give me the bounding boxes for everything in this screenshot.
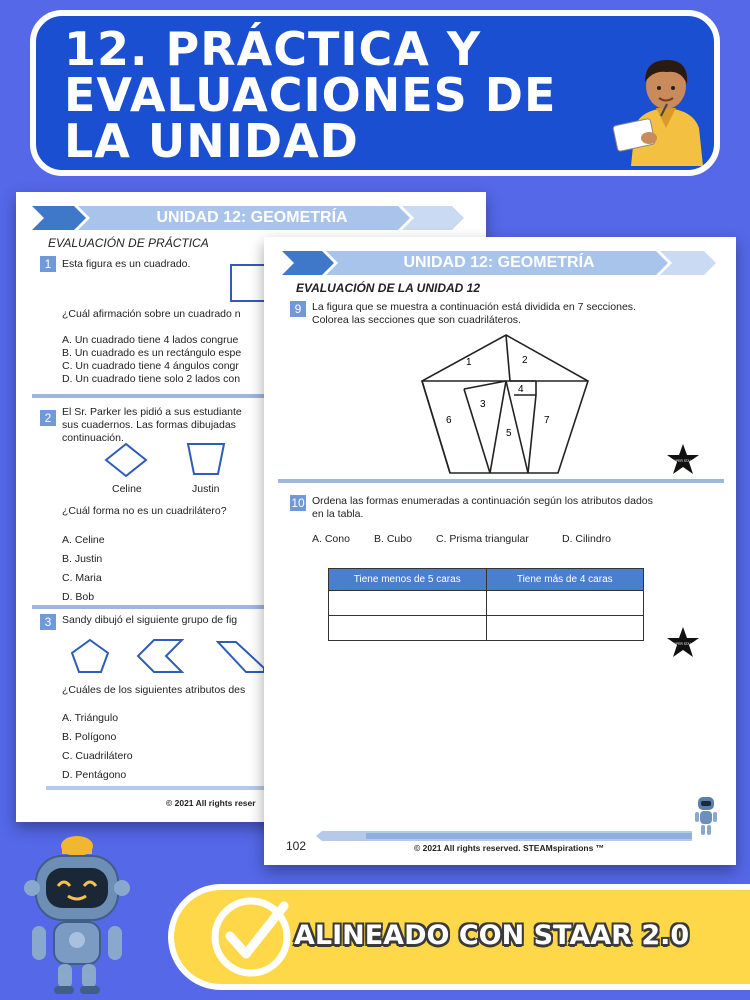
super-staar-star-icon — [666, 626, 700, 658]
question-prompt-line: continuación. — [62, 432, 124, 444]
question-prompt-line: Ordena las formas enumeradas a continuación según los atributos dados — [312, 495, 653, 507]
shape-label: Justin — [192, 483, 220, 495]
divider — [32, 394, 282, 398]
title-banner — [30, 10, 720, 176]
answer-option[interactable]: D. Un cuadrado tiene solo 2 lados con — [62, 373, 241, 385]
table-cell[interactable] — [486, 616, 644, 641]
question-number: 3 — [40, 614, 56, 630]
question-text: ¿Cuál forma no es un cuadrilátero? — [62, 505, 227, 517]
staar-alignment-badge — [168, 884, 750, 990]
question-text: ¿Cuáles de los siguientes atributos des — [62, 684, 246, 696]
table-cell[interactable] — [486, 591, 644, 616]
table-header: Tiene menos de 5 caras — [329, 569, 487, 591]
chevron-shape — [136, 638, 184, 674]
shape-option: A. Cono — [312, 533, 350, 545]
section-label: 6 — [446, 415, 452, 426]
section-label: 2 — [522, 355, 528, 366]
answer-option[interactable]: A. Triángulo — [62, 712, 119, 724]
table-cell[interactable] — [329, 591, 487, 616]
question-prompt: Esta figura es un cuadrado. — [62, 258, 191, 270]
copyright-footer: © 2021 All rights reser — [166, 798, 256, 808]
answer-option[interactable]: B. Justin — [62, 553, 103, 565]
copyright-footer: © 2021 All rights reserved. STEAMspirations ™ — [414, 843, 605, 853]
answer-option[interactable]: D. Bob — [62, 591, 95, 603]
mini-robot-icon — [692, 793, 720, 837]
question-prompt-line: La figura que se muestra a continuación está dividida en 7 secciones. — [312, 301, 636, 313]
page-number: 102 — [286, 839, 307, 853]
section-title: EVALUACIÓN DE PRÁCTICA — [48, 236, 209, 250]
section-label: 3 — [480, 399, 486, 410]
svg-text:SUPER STAAR: SUPER STAAR — [671, 459, 695, 463]
unit-assessment-page — [264, 237, 736, 865]
question-number: 10 — [291, 496, 305, 510]
answer-option[interactable]: A. Celine — [62, 534, 105, 546]
question-prompt-line: sus cuadernos. Las formas dibujadas — [62, 419, 236, 431]
divider — [278, 479, 724, 483]
badge-text: ALINEADO CON STAAR 2.0 — [294, 920, 690, 951]
unit-ribbon: UNIDAD 12: GEOMETRÍA — [282, 251, 716, 275]
banner-title: 12. PRÁCTICA Y EVALUACIONES DE LA UNIDAD — [64, 22, 557, 168]
parallelogram-shape — [216, 638, 266, 674]
divider — [32, 605, 282, 609]
answer-option[interactable]: A. Un cuadrado tiene 4 lados congrue — [62, 334, 239, 346]
answer-option[interactable]: C. Cuadrilátero — [62, 750, 133, 762]
shape-label: Celine — [112, 483, 142, 495]
answer-option[interactable]: C. Un cuadrado tiene 4 ángulos congr — [62, 360, 239, 372]
question-number: 9 — [290, 301, 306, 317]
section-label: 7 — [544, 415, 550, 426]
section-label: 1 — [466, 357, 472, 368]
pentagon-sections-figure — [420, 333, 590, 477]
check-circle-icon — [210, 896, 292, 978]
section-label: 5 — [506, 428, 512, 439]
footer-bar — [46, 786, 266, 790]
svg-text:SUPER STAAR: SUPER STAAR — [671, 642, 695, 646]
question-prompt-line: El Sr. Parker les pidió a sus estudiante — [62, 406, 242, 418]
answer-option[interactable]: C. Maria — [62, 572, 102, 584]
attributes-table — [328, 568, 644, 641]
question-number: 1 — [40, 256, 56, 272]
rhombus-shape — [104, 442, 148, 478]
answer-option[interactable]: D. Pentágono — [62, 769, 127, 781]
answer-option[interactable]: B. Un cuadrado es un rectángulo espe — [62, 347, 242, 359]
table-cell[interactable] — [329, 616, 487, 641]
pentagon-shape — [70, 638, 110, 674]
super-staar-star-icon — [666, 443, 700, 475]
question-prompt: Sandy dibujó el siguiente grupo de fig — [62, 614, 238, 626]
question-number: 2 — [40, 410, 56, 426]
answer-option[interactable]: B. Polígono — [62, 731, 117, 743]
question-prompt-line: en la tabla. — [312, 508, 364, 520]
question-prompt-line: Colorea las secciones que son cuadriláteros. — [312, 314, 521, 326]
unit-ribbon: UNIDAD 12: GEOMETRÍA — [32, 206, 472, 230]
shape-option: D. Cilindro — [562, 533, 612, 545]
section-title: EVALUACIÓN DE LA UNIDAD 12 — [296, 281, 481, 295]
shape-option: C. Prisma triangular — [436, 533, 529, 545]
question-text: ¿Cuál afirmación sobre un cuadrado n — [62, 308, 241, 320]
student-writing-illustration — [601, 46, 731, 166]
shape-option: B. Cubo — [374, 533, 412, 545]
table-header: Tiene más de 4 caras — [486, 569, 644, 591]
footer-bar — [316, 829, 696, 843]
robot-mascot — [22, 832, 132, 997]
trapezoid-shape — [186, 442, 226, 476]
section-label: 4 — [518, 384, 524, 395]
